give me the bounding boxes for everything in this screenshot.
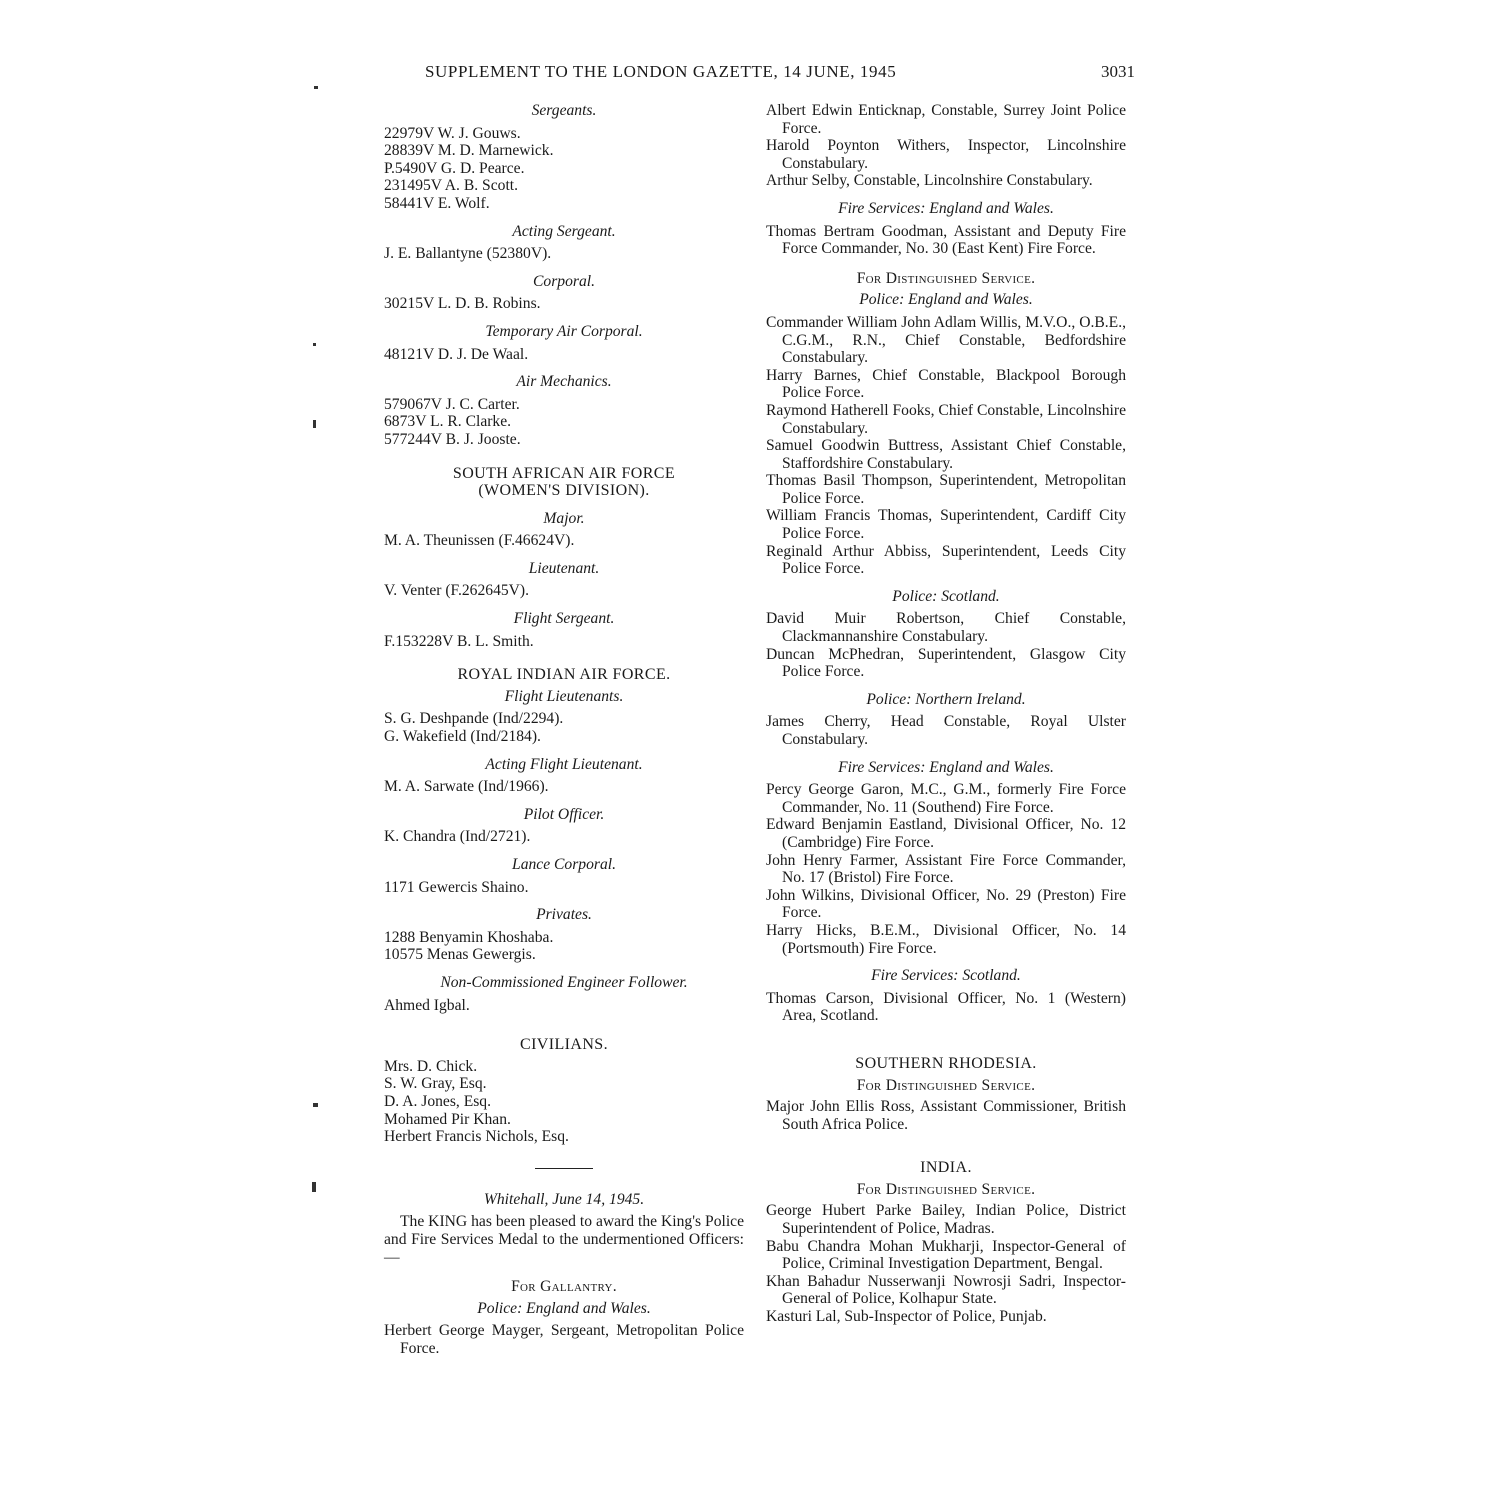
list-item: Mohamed Pir Khan. bbox=[384, 1110, 511, 1128]
list-item: S. W. Gray, Esq. bbox=[384, 1075, 487, 1093]
heading-royal-indian-air-force: ROYAL INDIAN AIR FORCE. bbox=[457, 666, 671, 684]
heading-southern-rhodesia: SOUTHERN RHODESIA. bbox=[855, 1054, 1037, 1072]
list-item: M. A. Theunissen (F.46624V). bbox=[384, 532, 575, 550]
heading-corporal: Corporal. bbox=[533, 272, 595, 290]
heading-line: SOUTH AFRICAN AIR FORCE bbox=[452, 464, 676, 482]
award-entry: Reginald Arthur Abbiss, Superintendent, Leeds City Police Force. bbox=[766, 542, 1126, 578]
award-entry: Thomas Bertram Goodman, Assistant and Deputy Fire Force Commander, No. 30 (East Kent) Fire Force. bbox=[766, 222, 1126, 258]
list-item: F.153228V B. L. Smith. bbox=[384, 632, 534, 650]
list-item: 58441V E. Wolf. bbox=[384, 194, 490, 212]
list-sergeants bbox=[384, 125, 744, 213]
award-entry: John Henry Farmer, Assistant Fire Force Commander, No. 17 (Bristol) Fire Force. bbox=[766, 851, 1126, 887]
award-entry: Babu Chandra Mohan Mukharji, Inspector-General of Police, Criminal Investigation Department, Bengal. bbox=[766, 1237, 1126, 1273]
award-entry: Herbert George Mayger, Sergeant, Metropolitan Police Force. bbox=[384, 1322, 744, 1357]
award-entry: Harry Barnes, Chief Constable, Blackpool Borough Police Force. bbox=[766, 366, 1126, 402]
list-item: J. E. Ballantyne (52380V). bbox=[384, 245, 552, 263]
list-item: 1288 Benyamin Khoshaba. bbox=[384, 928, 554, 946]
heading-pilot-officer: Pilot Officer. bbox=[523, 805, 605, 823]
award-entry: Kasturi Lal, Sub-Inspector of Police, Punjab. bbox=[766, 1308, 1047, 1326]
heading-fire-services-scotland: Fire Services: Scotland. bbox=[871, 967, 1021, 985]
list-item: Ahmed Igbal. bbox=[384, 996, 470, 1014]
award-entry: Raymond Hatherell Fooks, Chief Constable, Lincolnshire Constabulary. bbox=[766, 401, 1126, 437]
award-entry: Harold Poynton Withers, Inspector, Lincolnshire Constabulary. bbox=[766, 137, 1126, 172]
page-header bbox=[425, 62, 1135, 88]
heading-nce-follower: Non-Commissioned Engineer Follower. bbox=[440, 973, 688, 991]
scan-speck bbox=[313, 420, 316, 428]
page-number: 3031 bbox=[1101, 62, 1135, 81]
list-item: M. A. Sarwate (Ind/1966). bbox=[384, 778, 549, 796]
heading-temporary-air-corporal: Temporary Air Corporal. bbox=[485, 322, 643, 340]
award-entry: Commander William John Adlam Willis, M.V.O., O.B.E., C.G.M., R.N., Chief Constable, Bedfordshire Constabulary. bbox=[766, 313, 1126, 367]
heading-privates: Privates. bbox=[536, 906, 592, 924]
heading-police-england-wales: Police: England and Wales. bbox=[859, 291, 1033, 309]
award-entry: Major John Ellis Ross, Assistant Commissioner, British South Africa Police. bbox=[766, 1098, 1126, 1133]
heading-line: (WOMEN'S DIVISION). bbox=[478, 482, 650, 500]
award-entry: Samuel Goodwin Buttress, Assistant Chief Constable, Staffordshire Constabulary. bbox=[766, 437, 1126, 472]
award-entry: William Francis Thomas, Superintendent, Cardiff City Police Force. bbox=[766, 507, 1126, 543]
award-entry: David Muir Robertson, Chief Constable, Clackmannanshire Constabulary. bbox=[766, 610, 1126, 646]
heading-sergeants: Sergeants. bbox=[531, 102, 597, 119]
heading-major: Major. bbox=[543, 509, 585, 527]
list-item: 577244V B. J. Jooste. bbox=[384, 430, 521, 448]
list-item: G. Wakefield (Ind/2184). bbox=[384, 728, 541, 746]
heading-acting-flight-lieutenant: Acting Flight Lieutenant. bbox=[485, 755, 643, 773]
list-item: Mrs. D. Chick. bbox=[384, 1057, 478, 1075]
list-item: D. A. Jones, Esq. bbox=[384, 1092, 491, 1110]
heading-india: INDIA. bbox=[920, 1159, 972, 1177]
heading-for-distinguished-service: For Distinguished Service. bbox=[856, 269, 1036, 287]
scan-speck bbox=[314, 86, 318, 89]
whitehall-dateline: Whitehall, June 14, 1945. bbox=[483, 1190, 645, 1208]
heading-air-mechanics: Air Mechanics. bbox=[516, 373, 612, 391]
award-entry: Thomas Basil Thompson, Superintendent, Metropolitan Police Force. bbox=[766, 472, 1126, 507]
heading-flight-sergeant: Flight Sergeant. bbox=[513, 610, 615, 628]
list-item: 231495V A. B. Scott. bbox=[384, 177, 519, 195]
header-title: SUPPLEMENT TO THE LONDON GAZETTE, 14 JUNE, 1945 bbox=[425, 62, 897, 81]
list-item: 579067V J. C. Carter. bbox=[384, 395, 520, 413]
scan-speck bbox=[313, 1103, 318, 1107]
heading-civilians: CIVILIANS. bbox=[520, 1036, 608, 1054]
award-entry: Albert Edwin Enticknap, Constable, Surrey Joint Police Force. bbox=[766, 102, 1126, 137]
list-item: S. G. Deshpande (Ind/2294). bbox=[384, 710, 564, 728]
heading-fire-services-england-wales: Fire Services: England and Wales. bbox=[838, 758, 1054, 776]
scan-speck bbox=[313, 343, 316, 346]
award-entry: James Cherry, Head Constable, Royal Ulster Constabulary. bbox=[766, 713, 1126, 748]
list-item: 28839V M. D. Marnewick. bbox=[384, 142, 554, 160]
heading-police-northern-ireland: Police: Northern Ireland. bbox=[866, 690, 1026, 708]
right-column bbox=[766, 102, 1126, 1326]
heading-fire-services-england-wales: Fire Services: England and Wales. bbox=[838, 199, 1054, 217]
heading-for-distinguished-service: For Distinguished Service. bbox=[856, 1180, 1036, 1198]
list-item: 30215V L. D. B. Robins. bbox=[384, 295, 541, 313]
list-item: P.5490V G. D. Pearce. bbox=[384, 159, 525, 177]
heading-lieutenant: Lieutenant. bbox=[528, 559, 600, 577]
list-item: K. Chandra (Ind/2721). bbox=[384, 828, 531, 846]
heading-acting-sergeant: Acting Sergeant. bbox=[512, 222, 616, 240]
scan-speck bbox=[312, 1182, 316, 1192]
heading-lance-corporal: Lance Corporal. bbox=[512, 856, 616, 873]
award-entry: Arthur Selby, Constable, Lincolnshire Constabulary. bbox=[766, 172, 1093, 190]
heading-saaf-womens-division bbox=[384, 465, 744, 500]
list-item: 6873V L. R. Clarke. bbox=[384, 413, 512, 431]
list-item: 48121V D. J. De Waal. bbox=[384, 345, 529, 363]
section-divider bbox=[535, 1168, 593, 1169]
award-entry: John Wilkins, Divisional Officer, No. 29 (Preston) Fire Force. bbox=[766, 886, 1126, 922]
award-entry: Khan Bahadur Nusserwanji Nowrosji Sadri, Inspector-General of Police, Kolhapur State. bbox=[766, 1272, 1126, 1308]
whitehall-announcement: The KING has been pleased to award the King's Police and Fire Services Medal to the undermentioned Officers:— bbox=[384, 1213, 744, 1266]
list-item: 10575 Menas Gewergis. bbox=[384, 946, 536, 964]
list-item: Herbert Francis Nichols, Esq. bbox=[384, 1128, 569, 1146]
list-item: V. Venter (F.262645V). bbox=[384, 582, 530, 600]
award-entry: Harry Hicks, B.E.M., Divisional Officer, No. 14 (Portsmouth) Fire Force. bbox=[766, 921, 1126, 957]
award-entry: George Hubert Parke Bailey, Indian Police, District Superintendent of Police, Madras. bbox=[766, 1202, 1126, 1238]
heading-police-england-wales: Police: England and Wales. bbox=[477, 1299, 651, 1317]
heading-for-distinguished-service: For Distinguished Service. bbox=[856, 1076, 1036, 1094]
award-entry: Edward Benjamin Eastland, Divisional Officer, No. 12 (Cambridge) Fire Force. bbox=[766, 816, 1126, 851]
heading-for-gallantry: For Gallantry. bbox=[511, 1278, 617, 1296]
list-item: 1171 Gewercis Shaino. bbox=[384, 878, 529, 896]
heading-flight-lieutenants: Flight Lieutenants. bbox=[504, 687, 624, 705]
award-entry: Percy George Garon, M.C., G.M., formerly Fire Force Commander, No. 11 (Southend) Fire Force. bbox=[766, 781, 1126, 816]
award-entry: Duncan McPhedran, Superintendent, Glasgow City Police Force. bbox=[766, 645, 1126, 681]
left-column bbox=[384, 102, 744, 1357]
heading-police-scotland: Police: Scotland. bbox=[892, 587, 1000, 605]
list-item: 22979V W. J. Gouws. bbox=[384, 124, 521, 142]
award-entry: Thomas Carson, Divisional Officer, No. 1 (Western) Area, Scotland. bbox=[766, 989, 1126, 1025]
